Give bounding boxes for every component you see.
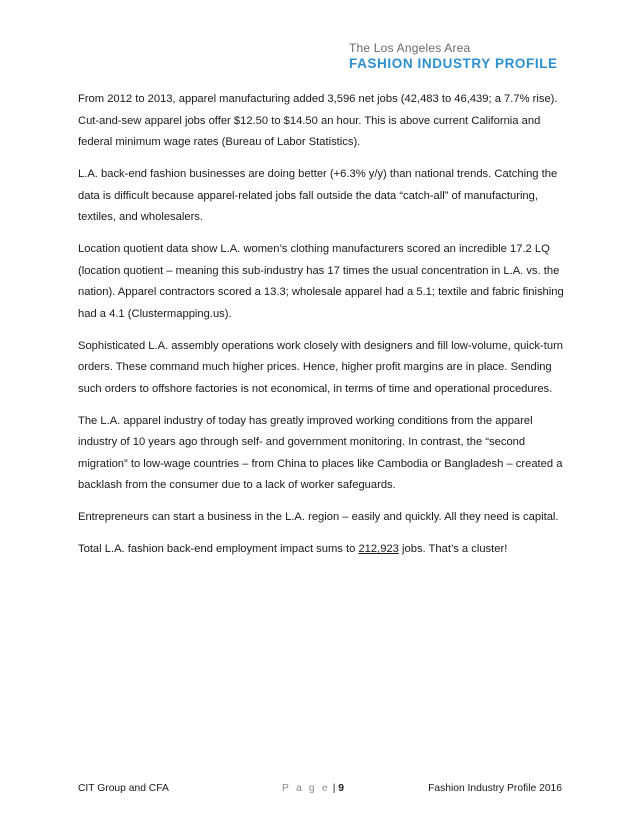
footer-author: CIT Group and CFA [78,783,169,794]
report-header [349,41,599,72]
employment-text-after: jobs. That’s a cluster! [398,543,508,555]
paragraph-working-conditions: The L.A. apparel industry of today has greatly improved working conditions from the apparel industry of 10 years ago through self- and government monitoring. In contrast, the “second migration” to low-wage countries – from China to places like Cambodia or Bangladesh – created a backlash from the consumer due to a lack of worker safeguards. [78,414,563,491]
footer-page-number: 9 [338,783,344,794]
header-subtitle: The Los Angeles Area [349,41,471,55]
footer-page-indicator [282,783,344,794]
body-text [78,89,568,571]
footer-report-title: Fashion Industry Profile 2016 [428,783,562,794]
footer-page-word: P a g e [282,783,330,794]
paragraph-entrepreneurs: Entrepreneurs can start a business in the L.A. region – easily and quickly. All they need is capital. [78,511,559,523]
footer-page-separator: | [329,783,339,794]
paragraph-location-quotient: Location quotient data show L.A. women’s clothing manufacturers scored an incredible 17.2 LQ (location quotient – meaning this sub-industry has 17 times the usual concentration in L.A. vs. the nation). Apparel contractors scored a 13.3; wholesale apparel had a 5.1; textile and fabric finishing had a 4.1 (Clustermapping.us). [78,243,564,320]
paragraph-employment-total [78,539,568,561]
paragraph-back-end-growth: L.A. back-end fashion businesses are doing better (+6.3% y/y) than national trends. Catching the data is difficult because apparel-related jobs fall outside the data “catch-all” of manufacturing, textiles, and wholesalers. [78,168,558,223]
paragraph-manufacturing-jobs: From 2012 to 2013, apparel manufacturing added 3,596 net jobs (42,483 to 46,439; a 7.7% rise). Cut-and-sew apparel jobs offer $12.50 to $14.50 an hour. This is above current California and federal minimum wage rates (Bureau of Labor Statistics). [78,93,558,148]
header-title: FASHION INDUSTRY PROFILE [349,56,558,71]
paragraph-assembly-operations: Sophisticated L.A. assembly operations work closely with designers and fill low-volume, quick-turn orders. These command much higher prices. Hence, higher profit margins are in place. Sending such orders to offshore factories is not economical, in terms of time and operational procedures. [78,339,564,395]
employment-total-value: 212,923 [358,543,399,555]
employment-text-before: Total L.A. fashion back-end employment impact sums to [78,543,359,555]
page-footer [78,783,562,799]
